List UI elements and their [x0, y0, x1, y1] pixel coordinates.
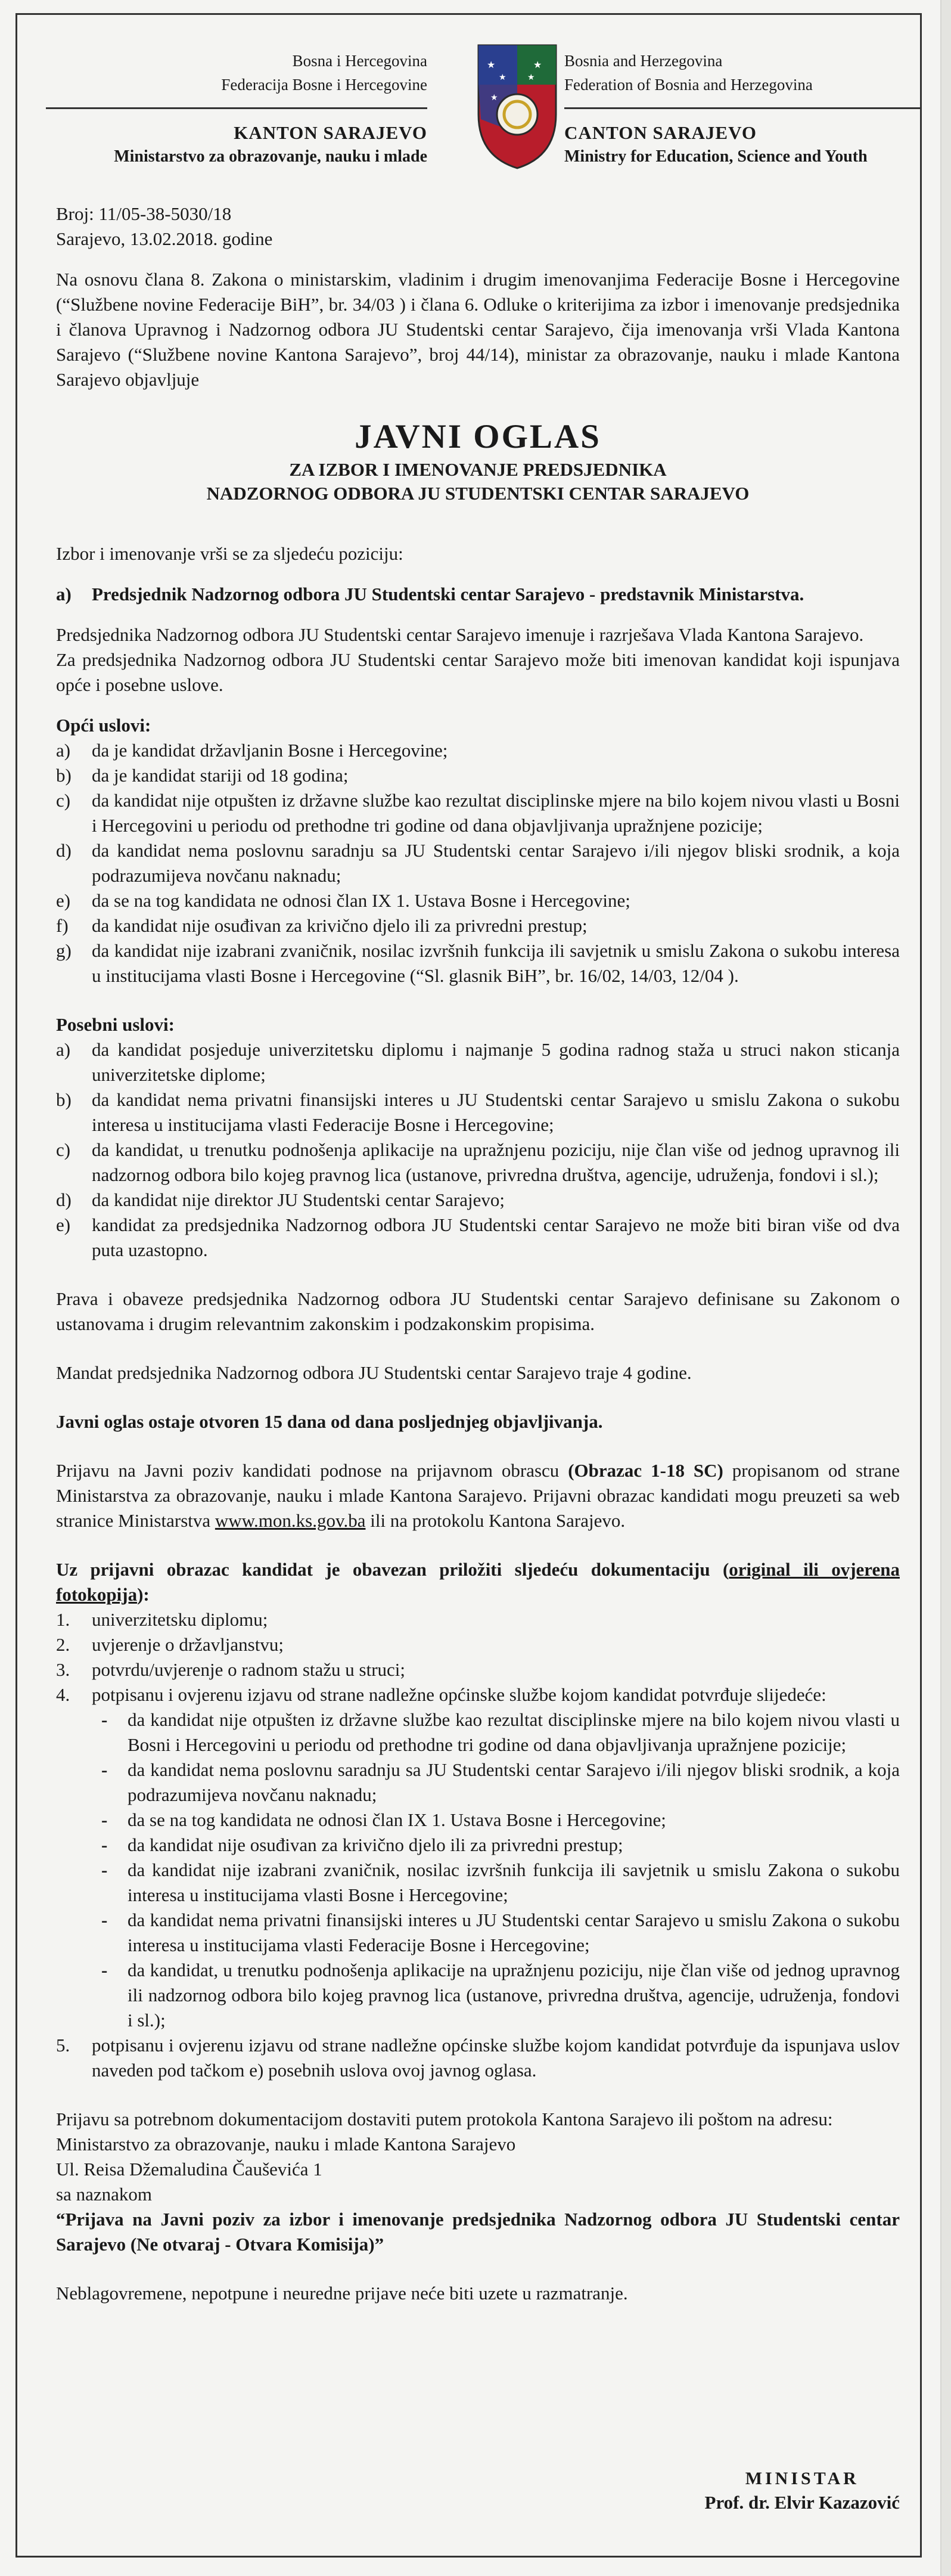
svg-text:★: ★: [499, 73, 506, 82]
position-item: [56, 582, 900, 607]
svg-text:★: ★: [490, 93, 498, 103]
list-item-text: da kandidat nema poslovnu saradnju sa JU Studentski centar Sarajevo i/ili njegov bliski srodnik, a koja podrazumijeva novčanu naknadu;: [92, 840, 900, 886]
list-item-text: potpisanu i ovjerenu izjavu od strane nadležne općinske službe kojom kandidat potvrđuje da ispunjava uslov naveden pod tačkom e) posebnih uslova ovoj javnog oglasa.: [92, 2035, 900, 2081]
list-item-text: uvjerenje o državljanstvu;: [92, 1634, 284, 1655]
form-text-middle: propisanom od strane Ministarstva za obrazovanje, nauku i mlade Kantona Sarajevo. Prijavni obrazac kandidati mogu preuzeti sa web stranice Ministarstva: [56, 1460, 900, 1531]
list-item-text: univerzitetsku diplomu;: [92, 1609, 268, 1630]
position-intro: Izbor i imenovanje vrši se za sljedeću poziciju:: [56, 543, 403, 564]
list-marker: e): [56, 890, 71, 911]
list-item: [56, 2033, 900, 2083]
letterhead: [18, 26, 921, 175]
list-marker: 2.: [56, 1634, 70, 1655]
dash-marker: -: [101, 1909, 108, 1930]
sublist-item: [92, 1958, 900, 2033]
mandate-paragraph: Mandat predsjednika Nadzornog odbora JU Studentski centar Sarajevo traje 4 godine.: [56, 1362, 692, 1383]
documents-list: [56, 1607, 900, 2083]
list-item: [56, 1213, 900, 1263]
list-item-text: da kandidat nije direktor JU Studentski centar Sarajevo;: [92, 1189, 505, 1210]
closing-paragraph: Neblagovremene, nepotpune i neuredne prijave neće biti uzete u razmatranje.: [56, 2283, 628, 2304]
form-text-start: Prijavu na Javni poziv kandidati podnose na prijavnom obrascu: [56, 1460, 568, 1481]
letterhead-left: [46, 49, 427, 169]
svg-text:★: ★: [533, 59, 542, 70]
list-marker: 4.: [56, 1684, 70, 1705]
ministry-name-bs: Ministarstvo za obrazovanje, nauku i mlade: [114, 147, 427, 166]
list-item-text: potvrdu/uvjerenje o radnom stažu u struci;: [92, 1659, 406, 1680]
application-form-paragraph: [56, 1458, 900, 1533]
notice-subtitle-line-2: NADZORNOG ODBORA JU STUDENTSKI CENTAR SARAJEVO: [206, 483, 750, 504]
svg-text:★: ★: [487, 59, 496, 70]
notice-subtitle-line-1: ZA IZBOR I IMENOVANJE PREDSJEDNIKA: [289, 459, 667, 480]
list-item-text: da je kandidat državljanin Bosne i Hercegovine;: [92, 740, 448, 761]
sublist-item: [92, 1707, 900, 1757]
list-marker: d): [56, 840, 72, 861]
list-item: [56, 763, 900, 788]
canton-coat-of-arms-icon: [475, 43, 560, 171]
list-item-text: da kandidat nije izabrani zvaničnik, nosilac izvršnih funkcija ili savjetnik u smislu Zakona o sukobu interesa u institucijama vlasti Bosne i Hercegovine (“Sl. glasnik BiH”, br. 16/02, 14/03, 12/04 ).: [92, 940, 900, 986]
signature-block: [705, 2467, 900, 2515]
list-item: [56, 1137, 900, 1188]
submission-address-line-2: Ul. Reisa Džemaludina Čauševića 1: [56, 2159, 322, 2180]
list-marker: g): [56, 940, 72, 961]
sublist-item: [92, 1757, 900, 1808]
submission-paragraph: Prijavu sa potrebnom dokumentacijom dostaviti putem protokola Kantona Sarajevo ili poštom na adresu:: [56, 2109, 833, 2129]
reference-number: Broj: 11/05-38-5030/18: [56, 203, 232, 224]
letterhead-rule-left: [46, 107, 427, 109]
form-text-end: ili na protokolu Kantona Sarajevo.: [365, 1510, 626, 1531]
form-code: (Obrazac 1-18 SC): [568, 1460, 723, 1481]
list-item: [56, 1188, 900, 1213]
list-marker: c): [56, 1139, 71, 1160]
submission-address-line-1: Ministarstvo za obrazovanje, nauku i mlade Kantona Sarajevo: [56, 2134, 516, 2155]
federation-name-en: Federation of Bosnia and Herzegovina: [564, 76, 813, 94]
sublist-item: [92, 1908, 900, 1958]
notice-body: [56, 202, 900, 2306]
ministry-name-en: Ministry for Education, Science and Youth: [564, 147, 868, 166]
position-list: [56, 582, 900, 607]
signatory-title: MINISTAR: [745, 2469, 859, 2488]
list-item-text: da kandidat, u trenutku podnošenja aplikacije na upražnjenu poziciju, nije član više od jednog upravnog ili nadzornog odbora bilo kojeg pravnog lica (ustanove, privredna društva, agencije, udruženja, fondovi i sl.);: [92, 1139, 900, 1185]
list-item: [56, 1087, 900, 1137]
list-marker: b): [56, 1089, 72, 1110]
ministry-website-link[interactable]: www.mon.ks.gov.ba: [215, 1510, 366, 1531]
list-item: [56, 1632, 900, 1657]
list-marker: c): [56, 790, 71, 811]
canton-name-en: CANTON SARAJEVO: [564, 122, 757, 143]
list-item: [56, 788, 900, 838]
list-marker: 5.: [56, 2035, 70, 2056]
legal-basis-paragraph: Na osnovu člana 8. Zakona o ministarskim, vladinim i drugim imenovanjima Federacije Bosne i Hercegovine (“Službene novine Federacije BiH”, br. 34/03 ) i člana 6. Odluke o kriterijima za izbor i imenovanje predsjednika i članova Upravnog i Nadzornog odbora JU Studentski centar Sarajevo, čija imenovanja vrši Vlada Kantona Sarajevo (“Službene novine Kantona Sarajevo”, broj 44/14), ministar za obrazovanje, nauku i mlade Kantona Sarajevo objavljuje: [56, 269, 900, 390]
documents-heading-underlined: original ili ovjerena fotokopija: [56, 1559, 900, 1605]
rights-paragraph: Prava i obaveze predsjednika Nadzornog odbora JU Studentski centar Sarajevo definisane su Zakonom o ustanovama i drugim relevantnim zakonskim i podzakonskim propisima.: [56, 1288, 900, 1334]
general-conditions-list: [56, 738, 900, 988]
signatory-name: Prof. dr. Elvir Kazazović: [704, 2492, 900, 2513]
list-item-text: da kandidat nije osuđivan za krivično djelo ili za privredni prestup;: [92, 915, 588, 936]
sublist-item-text: da kandidat nema privatni finansijski interes u JU Studentski centar Sarajevo u smislu Zakona o sukobu interesa u institucijama vlasti Federacije Bosne i Hercegovine;: [128, 1909, 900, 1955]
list-item-text: da se na tog kandidata ne odnosi član IX 1. Ustava Bosne i Hercegovine;: [92, 890, 630, 911]
list-item-text: da je kandidat stariji od 18 godina;: [92, 765, 349, 786]
dash-marker: -: [101, 1759, 108, 1780]
list-marker: f): [56, 915, 69, 936]
list-item: [56, 938, 900, 988]
special-conditions-list: [56, 1037, 900, 1263]
country-name-en: Bosnia and Herzegovina: [564, 52, 723, 70]
sublist-item-text: da kandidat nema poslovnu saradnju sa JU Studentski centar Sarajevo i/ili njegov bliski srodnik, a koja podrazumijeva novčanu naknadu;: [128, 1759, 900, 1805]
sublist-item: [92, 1858, 900, 1908]
list-item: [56, 1682, 900, 2033]
list-item: [56, 1607, 900, 1632]
statement-sublist: [92, 1707, 900, 2033]
reference-date: Sarajevo, 13.02.2018. godine: [56, 228, 273, 249]
sublist-item-text: da kandidat, u trenutku podnošenja aplikacije na upražnjenu poziciju, nije član više od jednog upravnog ili nadzornog odbora bilo kojeg pravnog lica (ustanove, privredna društva, agencije, udruženja, fondovi i sl.);: [128, 1960, 900, 2031]
list-item: [56, 888, 900, 913]
list-marker: b): [56, 765, 72, 786]
sublist-item: [92, 1808, 900, 1833]
list-item: [56, 738, 900, 763]
list-marker: d): [56, 1189, 72, 1210]
sublist-item-text: da kandidat nije otpušten iz državne službe kao rezultat disciplinske mjere na bilo kojem nivou vlasti u Bosni i Hercegovini u periodu od prethodne tri godine od dana objavljivanja upražnjene pozicije;: [128, 1709, 900, 1755]
notice-title: JAVNI OGLAS: [355, 418, 601, 455]
list-item-text: kandidat za predsjednika Nadzornog odbora JU Studentski centar Sarajevo ne može biti biran više od dva puta uzastopno.: [92, 1214, 900, 1260]
list-marker: a): [56, 1039, 71, 1060]
general-conditions-heading: Opći uslovi:: [56, 715, 151, 736]
position-text: Predsjednik Nadzornog odbora JU Studentski centar Sarajevo - predstavnik Ministarstva.: [92, 584, 804, 605]
documents-heading: [56, 1557, 900, 1607]
list-item: [56, 913, 900, 938]
letterhead-right: [564, 49, 922, 169]
sublist-item: [92, 1833, 900, 1858]
dash-marker: -: [101, 1960, 108, 1980]
sublist-item-text: da kandidat nije osuđivan za krivično djelo ili za privredni prestup;: [128, 1834, 623, 1855]
list-item-text: da kandidat posjeduje univerzitetsku diplomu i najmanje 5 godina radnog staža u struci nakon sticanja univerzitetske diplome;: [92, 1039, 900, 1085]
special-conditions-heading: Posebni uslovi:: [56, 1014, 175, 1035]
submission-note-label: sa naznakom: [56, 2184, 152, 2205]
documents-heading-end: ):: [137, 1584, 150, 1605]
appointment-paragraph-1: Predsjednika Nadzornog odbora JU Studentski centar Sarajevo imenuje i razrješava Vlada Kantona Sarajevo.: [56, 624, 864, 645]
adjacent-page-edge: [941, 0, 951, 2576]
dash-marker: -: [101, 1709, 108, 1730]
appointment-paragraph-2: Za predsjednika Nadzornog odbora JU Studentski centar Sarajevo može biti imenovan kandidat koji ispunjava opće i posebne uslove.: [56, 649, 900, 695]
country-name-bs: Bosna i Hercegovina: [292, 52, 427, 70]
dash-marker: -: [101, 1834, 108, 1855]
list-item-text: da kandidat nije otpušten iz državne službe kao rezultat disciplinske mjere na bilo kojem nivou vlasti u Bosni i Hercegovini u periodu od prethodne tri godine od dana objavljivanja upražnjene pozicije;: [92, 790, 900, 836]
canton-name-bs: KANTON SARAJEVO: [234, 122, 427, 143]
open-period-paragraph: Javni oglas ostaje otvoren 15 dana od dana posljednjeg objavljivanja.: [56, 1411, 603, 1432]
list-item-text: potpisanu i ovjerenu izjavu od strane nadležne općinske službe kojom kandidat potvrđuje slijedeće:: [92, 1684, 826, 1705]
envelope-marking: “Prijava na Javni poziv za izbor i imenovanje predsjednika Nadzornog odbora JU Studentski centar Sarajevo (Ne otvaraj - Otvara Komisija)”: [56, 2209, 900, 2255]
dash-marker: -: [101, 1859, 108, 1880]
list-item-text: da kandidat nema privatni finansijski interes u JU Studentski centar Sarajevo u smislu Zakona o sukobu interesa u institucijama vlasti Federacije Bosne i Hercegovine;: [92, 1089, 900, 1135]
list-marker: a): [56, 740, 71, 761]
list-item: [56, 1037, 900, 1087]
letterhead-rule-right: [564, 107, 922, 109]
dash-marker: -: [101, 1809, 108, 1830]
list-marker: e): [56, 1214, 71, 1235]
sublist-item-text: da kandidat nije izabrani zvaničnik, nosilac izvršnih funkcija ili savjetnik u smislu Zakona o sukobu interesa u institucijama vlasti Bosne i Hercegovine;: [128, 1859, 900, 1905]
list-item: [56, 838, 900, 888]
documents-heading-start: Uz prijavni obrazac kandidat je obavezan priložiti sljedeću dokumentaciju (: [56, 1559, 729, 1580]
list-marker: a): [56, 584, 72, 605]
list-marker: 1.: [56, 1609, 70, 1630]
list-marker: 3.: [56, 1659, 70, 1680]
federation-name-bs: Federacija Bosne i Hercegovine: [221, 76, 427, 94]
list-item: [56, 1657, 900, 1682]
svg-text:★: ★: [527, 73, 535, 82]
sublist-item-text: da se na tog kandidata ne odnosi član IX 1. Ustava Bosne i Hercegovine;: [128, 1809, 666, 1830]
